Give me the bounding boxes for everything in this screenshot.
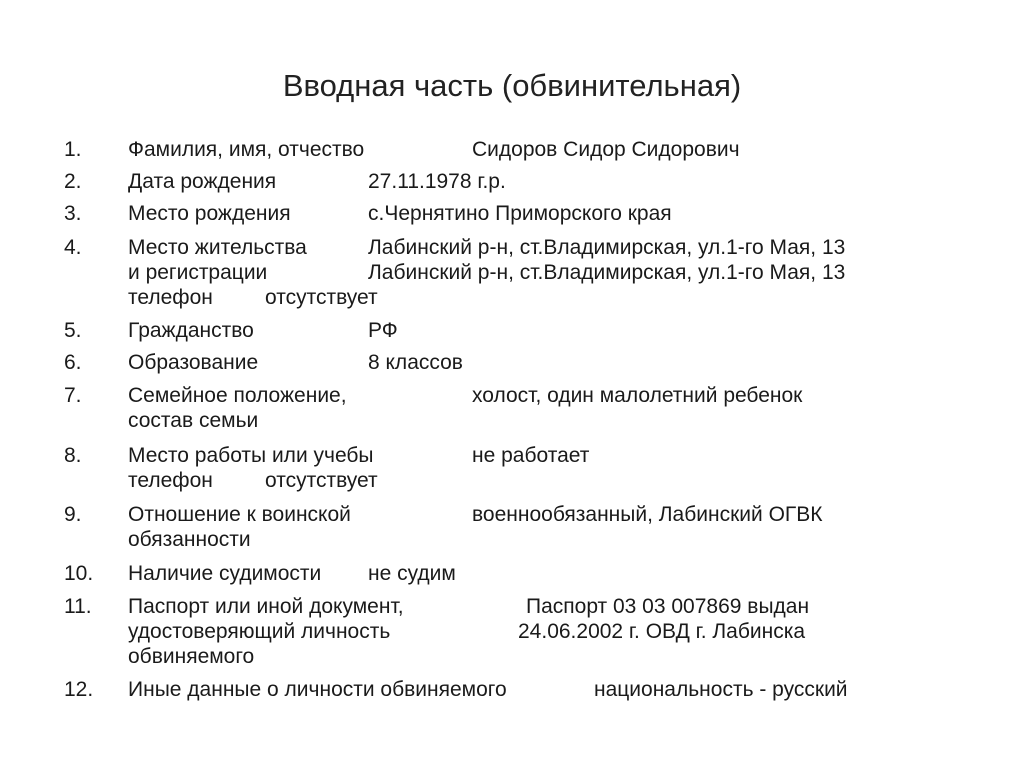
- item-number: 11.: [64, 595, 92, 618]
- item-value: Паспорт 03 03 007869 выдан: [526, 595, 810, 618]
- item-value: военнообязанный, Лабинский ОГВК: [472, 503, 823, 526]
- item-number: 4.: [64, 236, 82, 259]
- item-label: Место рождения: [128, 202, 291, 225]
- item-label: Место работы или учебы: [128, 444, 374, 467]
- item-label: Дата рождения: [128, 170, 277, 193]
- phone-value: отсутствует: [265, 469, 378, 492]
- item-value: Сидоров Сидор Сидорович: [472, 138, 740, 161]
- item-label-continued: состав семьи: [128, 409, 259, 432]
- item-number: 6.: [64, 351, 82, 374]
- item-value: национальность - русский: [594, 678, 848, 701]
- item-number: 10.: [64, 562, 94, 585]
- item-label-continued: удостоверяющий личность: [128, 620, 391, 643]
- item-label-continued: и регистрации: [128, 261, 268, 284]
- item-value: не работает: [472, 444, 590, 467]
- item-number: 1.: [64, 138, 82, 161]
- item-number: 8.: [64, 444, 82, 467]
- item-number: 2.: [64, 170, 82, 193]
- item-label: Фамилия, имя, отчество: [128, 138, 365, 161]
- item-value: 27.11.1978 г.р.: [368, 170, 506, 193]
- item-label: Паспорт или иной документ,: [128, 595, 404, 618]
- item-label: Семейное положение,: [128, 384, 347, 407]
- item-label: Образование: [128, 351, 259, 374]
- item-value: 8 классов: [368, 351, 463, 374]
- item-label-continued: обвиняемого: [128, 645, 255, 668]
- slide-title: Вводная часть (обвинительная): [282, 68, 742, 103]
- item-label-continued: обязанности: [128, 528, 251, 551]
- item-value: Лабинский р-н, ст.Владимирская, ул.1-го Мая, 13: [368, 236, 846, 259]
- item-value: с.Чернятино Приморского края: [368, 202, 672, 225]
- item-label: Отношение к воинской: [128, 503, 351, 526]
- item-label: Наличие судимости: [128, 562, 322, 585]
- item-label: Место жительства: [128, 236, 307, 259]
- item-number: 12.: [64, 678, 94, 701]
- item-value: холост, один малолетний ребенок: [472, 384, 803, 407]
- item-label: Гражданство: [128, 319, 254, 342]
- item-value: РФ: [368, 319, 398, 342]
- item-number: 5.: [64, 319, 82, 342]
- item-value: не судим: [368, 562, 456, 585]
- phone-label: телефон: [128, 286, 213, 309]
- item-number: 9.: [64, 503, 82, 526]
- item-value-continued: 24.06.2002 г. ОВД г. Лабинска: [518, 620, 806, 643]
- item-value-continued: Лабинский р-н, ст.Владимирская, ул.1-го Мая, 13: [368, 261, 846, 284]
- item-number: 3.: [64, 202, 82, 225]
- phone-value: отсутствует: [265, 286, 378, 309]
- item-label: Иные данные о личности обвиняемого: [128, 678, 507, 701]
- item-number: 7.: [64, 384, 82, 407]
- phone-label: телефон: [128, 469, 213, 492]
